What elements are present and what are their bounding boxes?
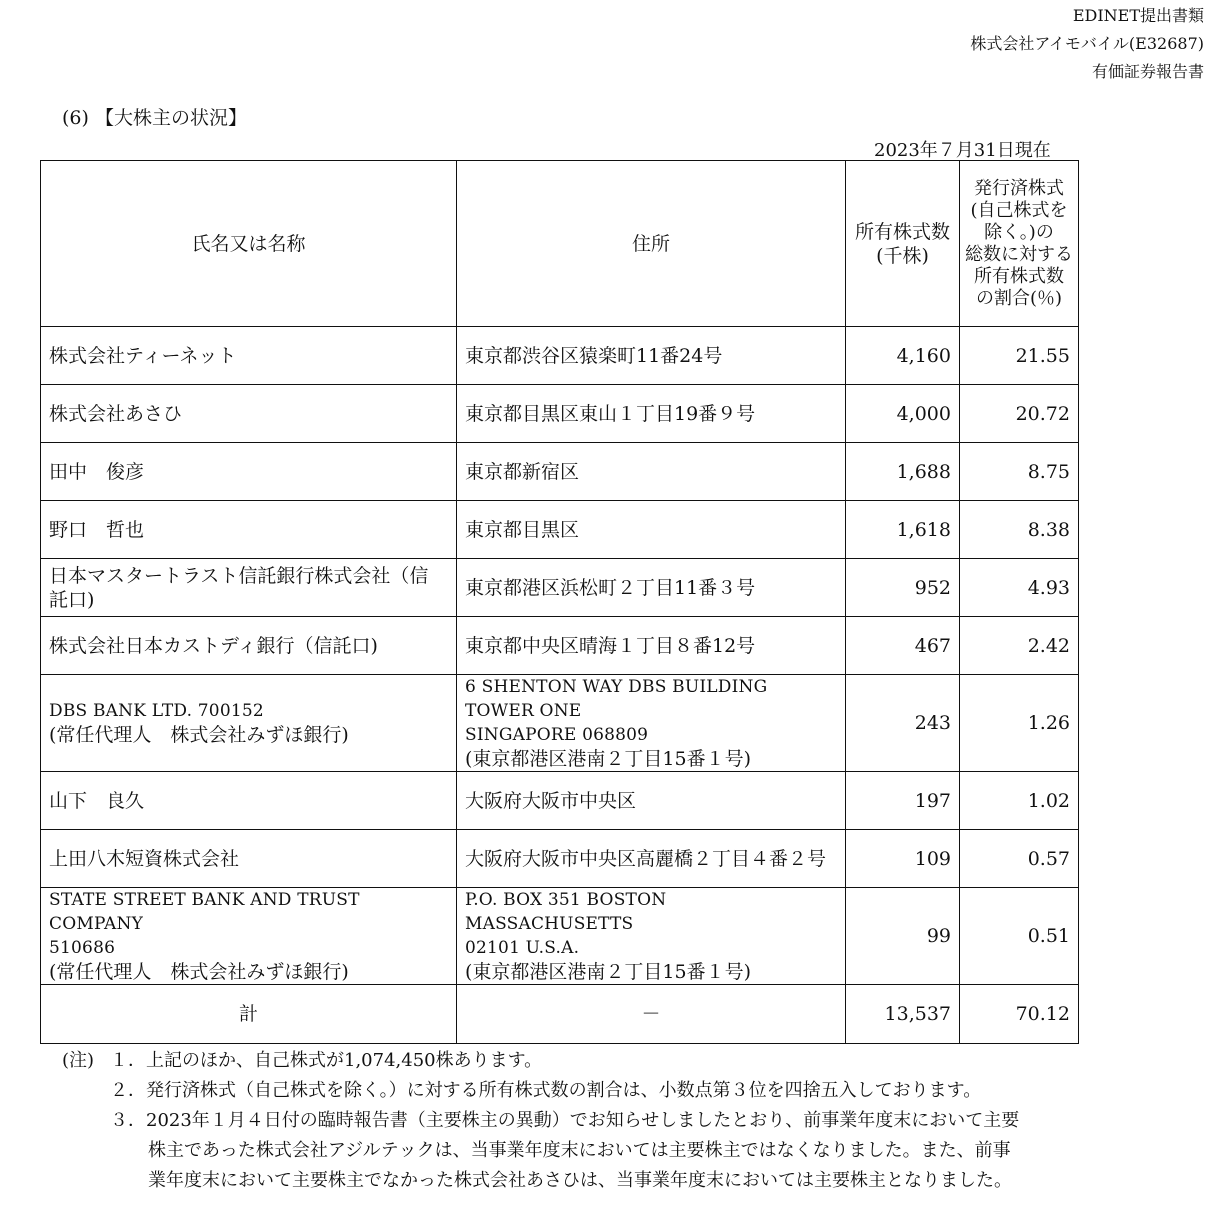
table-row xyxy=(41,443,1079,501)
shares-held: 467 xyxy=(846,617,960,675)
header-ratio: 発行済株式 (自己株式を 除く。)の 総数に対する 所有株式数 の割合(％) xyxy=(960,161,1079,327)
shares-held: 4,160 xyxy=(846,327,960,385)
header-name: 氏名又は名称 xyxy=(41,161,457,327)
shareholder-name: 日本マスタートラスト信託銀行株式会社（信 託口) xyxy=(41,559,457,617)
shareholder-name: 山下 良久 xyxy=(41,772,457,830)
section-title: (6) 【大株主の状況】 xyxy=(62,107,247,129)
header-address: 住所 xyxy=(457,161,846,327)
total-row xyxy=(41,985,1079,1044)
shareholder-address: 東京都渋谷区猿楽町11番24号 xyxy=(457,327,846,385)
shares-held: 243 xyxy=(846,675,960,772)
ownership-ratio: 1.02 xyxy=(960,772,1079,830)
ownership-ratio: 8.38 xyxy=(960,501,1079,559)
note-1: １．上記のほか、自己株式が1,074,450株あります。 xyxy=(110,1050,543,1071)
shareholder-address: 大阪府大阪市中央区高麗橋２丁目４番２号 xyxy=(457,830,846,888)
shareholder-address: 東京都港区浜松町２丁目11番３号 xyxy=(457,559,846,617)
ownership-ratio: 20.72 xyxy=(960,385,1079,443)
table-row xyxy=(41,830,1079,888)
table-row xyxy=(41,675,1079,772)
table-row xyxy=(41,617,1079,675)
table-row xyxy=(41,888,1079,985)
shareholder-name: STATE STREET BANK AND TRUST COMPANY 510686 (常任代理人 株式会社みずほ銀行) xyxy=(41,888,457,985)
table-row xyxy=(41,327,1079,385)
shareholder-name: 田中 俊彦 xyxy=(41,443,457,501)
shareholder-name: 株式会社ティーネット xyxy=(41,327,457,385)
total-label: 計 xyxy=(41,985,457,1044)
note-3: ３．2023年１月４日付の臨時報告書（主要株主の異動）でお知らせしましたとおり、前事業年度末において主要 xyxy=(110,1110,1020,1131)
shares-held: 99 xyxy=(846,888,960,985)
header-shares: 所有株式数 (千株) xyxy=(846,161,960,327)
shareholder-address: 6 SHENTON WAY DBS BUILDING TOWER ONE SINGAPORE 068809 (東京都港区港南２丁目15番１号) xyxy=(457,675,846,772)
notes-label: (注) xyxy=(62,1050,95,1071)
shares-held: 197 xyxy=(846,772,960,830)
shareholder-name: DBS BANK LTD. 700152 (常任代理人 株式会社みずほ銀行) xyxy=(41,675,457,772)
table-header-row xyxy=(41,161,1079,327)
as-of-date: 2023年７月31日現在 xyxy=(874,140,1051,161)
shareholder-address: 東京都目黒区 xyxy=(457,501,846,559)
shares-held: 4,000 xyxy=(846,385,960,443)
table-row xyxy=(41,559,1079,617)
total-address: － xyxy=(457,985,846,1044)
shares-held: 1,618 xyxy=(846,501,960,559)
shareholder-name: 上田八木短資株式会社 xyxy=(41,830,457,888)
company-name: 株式会社アイモバイル(E32687) xyxy=(970,34,1204,53)
total-shares: 13,537 xyxy=(846,985,960,1044)
table-row xyxy=(41,772,1079,830)
note-3-cont-1: 株主であった株式会社アジルテックは、当事業年度末においては主要株主ではなくなりました。また、前事 xyxy=(148,1140,1011,1161)
ownership-ratio: 21.55 xyxy=(960,327,1079,385)
total-ratio: 70.12 xyxy=(960,985,1079,1044)
shareholder-address: 大阪府大阪市中央区 xyxy=(457,772,846,830)
shareholder-name: 株式会社あさひ xyxy=(41,385,457,443)
shareholder-address: 東京都中央区晴海１丁目８番12号 xyxy=(457,617,846,675)
ownership-ratio: 8.75 xyxy=(960,443,1079,501)
shareholder-name: 野口 哲也 xyxy=(41,501,457,559)
ownership-ratio: 2.42 xyxy=(960,617,1079,675)
ownership-ratio: 1.26 xyxy=(960,675,1079,772)
shares-held: 952 xyxy=(846,559,960,617)
document-header xyxy=(970,2,1204,86)
shareholder-address: P.O. BOX 351 BOSTON MASSACHUSETTS 02101 U.S.A. (東京都港区港南２丁目15番１号) xyxy=(457,888,846,985)
shares-held: 1,688 xyxy=(846,443,960,501)
major-shareholders-table xyxy=(40,160,1079,1044)
report-type: 有価証券報告書 xyxy=(1091,62,1204,81)
ownership-ratio: 0.51 xyxy=(960,888,1079,985)
ownership-ratio: 0.57 xyxy=(960,830,1079,888)
ownership-ratio: 4.93 xyxy=(960,559,1079,617)
edinet-label: EDINET提出書類 xyxy=(1072,6,1204,25)
table-row xyxy=(41,385,1079,443)
shareholder-address: 東京都新宿区 xyxy=(457,443,846,501)
shares-held: 109 xyxy=(846,830,960,888)
shareholder-name: 株式会社日本カストディ銀行（信託口) xyxy=(41,617,457,675)
table-row xyxy=(41,501,1079,559)
note-2: ２．発行済株式（自己株式を除く。）に対する所有株式数の割合は、小数点第３位を四捨五入しております。 xyxy=(110,1080,982,1101)
shareholder-address: 東京都目黒区東山１丁目19番９号 xyxy=(457,385,846,443)
note-3-cont-2: 業年度末において主要株主でなかった株式会社あさひは、当事業年度末においては主要株主となりました。 xyxy=(148,1170,1012,1191)
